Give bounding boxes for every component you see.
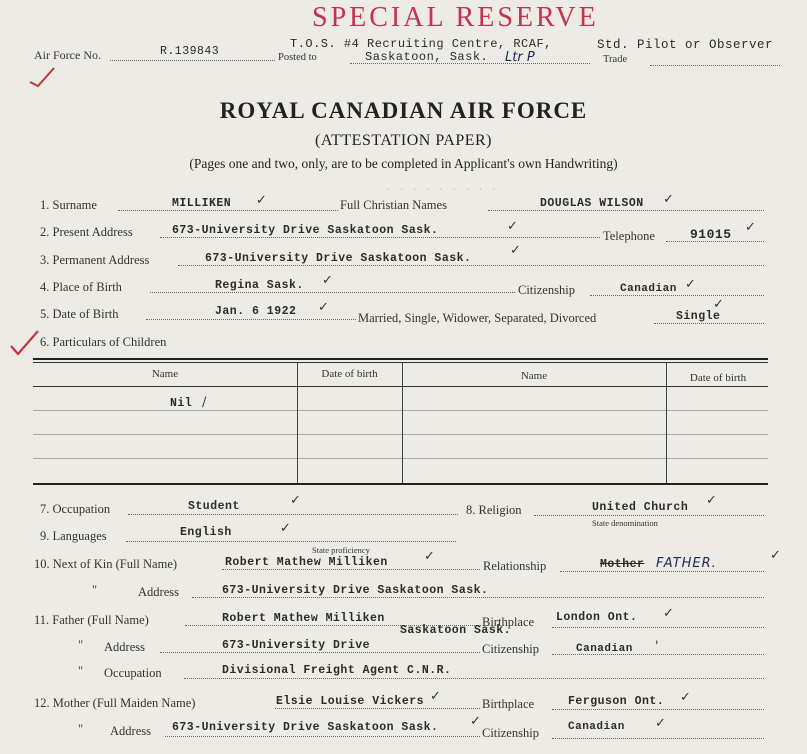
present-address-value: 673-University Drive Saskatoon Sask. [172,224,439,237]
children-col-name-2: Name [520,370,548,382]
children-col-name-1: Name [151,368,179,380]
languages-value: English [180,526,232,539]
father-occupation-label: Occupation [104,666,162,680]
citizenship-value: Canadian [620,283,677,295]
father-citizenship-label: Citizenship [482,642,539,656]
father-occupation-value: Divisional Freight Agent C.N.R. [222,664,452,677]
mother-birthplace-value: Ferguson Ont. [568,695,665,708]
father-value: Robert Mathew Milliken [222,612,385,625]
ditto-mark: " [78,664,84,678]
marital-status-value: Single [676,310,721,323]
place-of-birth-value: Regina Sask. [215,279,304,292]
special-reserve-stamp: SPECIAL RESERVE [312,2,599,33]
relationship-value: FATHER. [656,556,717,571]
relationship-struck-value: Mother [600,558,645,571]
mother-value: Elsie Louise Vickers [276,695,425,708]
bleed-through-text: . . . . . . . . . [385,182,498,194]
religion-value: United Church [592,501,689,514]
children-entry: Nil [170,397,193,410]
surname-value: MILLIKEN [172,197,232,210]
ditto-mark: " [78,722,84,736]
date-of-birth-value: Jan. 6 1922 [215,305,297,318]
red-check-icon [8,328,42,358]
father-address-label: Address [104,640,145,654]
attestation-form-page: . . . . . . . . . SPECIAL RESERVE Air Force No. R.139843 T.O.S. #4 Recruiting Centre, RCAF, Std. Pilot or Observer Posted to Saskatoon, Sask. Ltr P Trade ROYAL CANADIAN AIR FORCE (ATTESTATION PAPER) (Pages one and two, only, are to be completed in Applicant's own Handwriting) 1. Surname MILLIKEN ✓ Full Christian Names DOUGLAS WILSON ✓ 2. Present Address 673-University Drive Saskatoon Sask. ✓ Telephone 91015 ✓ 3. Permanent Address 673-University Drive Saskatoon Sask. ✓ 4. Place of Birth Regina Sask. ✓ Citizenship Canadian ✓ 5. Date of Birth Jan. 6 1922 ✓ Married, Single, Widower, Separated, Divorced Single ✓ 6. Particulars of Children Name Date of birth Name Date of birth Nil / 7. Occupation Student ✓ 8. Religion United Church ✓ State denomination 9. Languages English ✓ State proficiency 10. Next of Kin (Full Name) Robert Mathew Milliken ✓ Relationship Mother FATHER. ✓ " Address 673-University Drive Saskatoon Sask. 11. Father (Full Name) Robert Mathew Milliken Saskatoon Sask. Birthplace London Ont. ✓ " Address 673-University Drive Citizenship Canadian ' " Occupation Divisional Freight Agent C.N.R. 12. Mother (Full Maiden Name) Elsie Louise Vickers ✓ Birthplace Ferguson Ont. ✓ " Address 673-University Drive Saskatoon Sask. ✓ Citizenship Canadian ✓ [0,0,807,754]
red-check-icon [28,66,58,88]
state-proficiency-note: State proficiency [312,545,370,555]
father-address-value: 673-University Drive [222,639,371,652]
religion-label: 8. Religion [466,503,522,517]
mother-label: 12. Mother (Full Maiden Name) [34,696,196,710]
air-force-no-value: R.139843 [160,45,220,58]
father-citizenship-value: Canadian [576,643,633,655]
occupation-value: Student [188,500,240,513]
father-city-value: Saskatoon Sask. [400,624,512,637]
christian-names-label: Full Christian Names [340,198,447,212]
marital-status-label: Married, Single, Widower, Separated, Divorced [358,311,597,325]
surname-label: 1. Surname [40,198,97,212]
mother-address-label: Address [110,724,151,738]
mother-citizenship-label: Citizenship [482,726,539,740]
place-of-birth-label: 4. Place of Birth [40,280,122,294]
children-col-dob-2: Date of birth [689,372,747,384]
date-of-birth-label: 5. Date of Birth [40,307,119,321]
relationship-label: Relationship [483,559,547,573]
languages-label: 9. Languages [40,529,107,543]
citizenship-label: Citizenship [518,283,575,297]
posted-to-label: Posted to [278,52,317,63]
christian-names-value: DOUGLAS WILSON [540,197,644,210]
father-birthplace-label: Birthplace [482,615,535,629]
ditto-mark: " [78,638,84,652]
children-col-dob-1: Date of birth [321,368,378,380]
posted-to-value: Saskatoon, Sask. [365,50,489,64]
next-of-kin-address-value: 673-University Drive Saskatoon Sask. [222,584,489,597]
ditto-mark: " [92,583,98,597]
telephone-value: 91015 [690,227,732,242]
mother-citizenship-value: Canadian [568,721,625,733]
tos-value: T.O.S. #4 Recruiting Centre, RCAF, [290,37,552,51]
page-subtitle: (ATTESTATION PAPER) [315,132,492,149]
trade-label: Trade [603,54,628,65]
page-title: ROYAL CANADIAN AIR FORCE [219,98,588,123]
next-of-kin-address-label: Address [138,585,179,599]
present-address-label: 2. Present Address [40,225,133,239]
children-label: 6. Particulars of Children [40,335,167,349]
trade-value: Std. Pilot or Observer [597,38,774,52]
handwritten-annotation: Ltr P [505,50,535,65]
state-denomination-note: State denomination [592,518,658,528]
next-of-kin-value: Robert Mathew Milliken [225,556,388,569]
next-of-kin-label: 10. Next of Kin (Full Name) [34,557,178,571]
permanent-address-value: 673-University Drive Saskatoon Sask. [205,252,472,265]
permanent-address-label: 3. Permanent Address [40,253,150,267]
telephone-label: Telephone [603,229,655,243]
father-label: 11. Father (Full Name) [34,613,149,627]
mother-birthplace-label: Birthplace [482,697,535,711]
air-force-no-label: Air Force No. [34,48,101,62]
instruction-note: (Pages one and two, only, are to be completed in Applicant's own Handwriting) [189,156,618,171]
occupation-label: 7. Occupation [40,502,111,516]
father-birthplace-value: London Ont. [556,611,638,624]
mother-address-value: 673-University Drive Saskatoon Sask. [172,721,439,734]
